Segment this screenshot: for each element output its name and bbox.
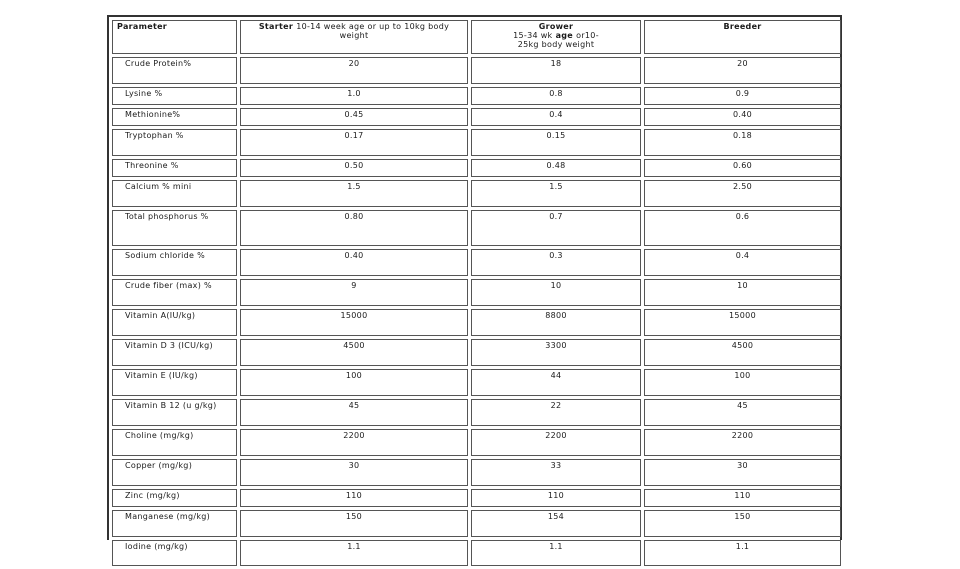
grower-value-cell: 10 [471, 279, 641, 306]
parameter-cell: Calcium % mini [112, 180, 237, 207]
starter-value-cell: 9 [240, 279, 468, 306]
breeder-value-cell: 10 [644, 279, 841, 306]
breeder-value-cell: 45 [644, 399, 841, 426]
starter-value-cell: 0.80 [240, 210, 468, 246]
grower-value-cell: 0.8 [471, 87, 641, 105]
starter-value-cell: 30 [240, 459, 468, 486]
table-row [112, 249, 841, 276]
header-starter-title: Starter [258, 22, 294, 31]
table-row [112, 459, 841, 486]
starter-value-cell: 0.17 [240, 129, 468, 156]
parameter-cell: Copper (mg/kg) [112, 459, 237, 486]
grower-value-cell: 22 [471, 399, 641, 426]
nutrient-requirements-table-frame [107, 15, 842, 551]
parameter-cell: Zinc (mg/kg) [112, 489, 237, 507]
table-row [112, 159, 841, 177]
parameter-cell: Vitamin D 3 (ICU/kg) [112, 339, 237, 366]
header-grower-weight: 25kg body weight [517, 40, 595, 49]
parameter-cell: Threonine % [112, 159, 237, 177]
grower-value-cell: 0.7 [471, 210, 641, 246]
table-row [112, 108, 841, 126]
grower-value-cell: 3300 [471, 339, 641, 366]
grower-value-cell: 18 [471, 57, 641, 84]
grower-value-cell: 0.3 [471, 249, 641, 276]
starter-value-cell: 110 [240, 489, 468, 507]
breeder-value-cell: 30 [644, 459, 841, 486]
grower-value-cell: 8800 [471, 309, 641, 336]
breeder-value-cell: 0.4 [644, 249, 841, 276]
grower-value-cell: 0.48 [471, 159, 641, 177]
parameter-cell: Vitamin B 12 (u g/kg) [112, 399, 237, 426]
starter-value-cell: 20 [240, 57, 468, 84]
breeder-value-cell: 2.50 [644, 180, 841, 207]
parameter-cell: Methionine% [112, 108, 237, 126]
header-grower [471, 20, 641, 54]
parameter-cell: Choline (mg/kg) [112, 429, 237, 456]
breeder-value-cell: 15000 [644, 309, 841, 336]
parameter-cell: Total phosphorus % [112, 210, 237, 246]
table-row [112, 87, 841, 105]
grower-value-cell: 1.1 [471, 540, 641, 566]
breeder-value-cell: 0.6 [644, 210, 841, 246]
table-row [112, 129, 841, 156]
breeder-value-cell: 20 [644, 57, 841, 84]
parameter-cell: Iodine (mg/kg) [112, 540, 237, 566]
starter-value-cell: 4500 [240, 339, 468, 366]
table-row [112, 339, 841, 366]
grower-value-cell: 154 [471, 510, 641, 537]
starter-value-cell: 1.1 [240, 540, 468, 566]
parameter-cell: Crude Protein% [112, 57, 237, 84]
starter-value-cell: 0.40 [240, 249, 468, 276]
parameter-cell: Sodium chloride % [112, 249, 237, 276]
grower-value-cell: 1.5 [471, 180, 641, 207]
table-body [112, 57, 841, 566]
parameter-cell: Crude fiber (max) % [112, 279, 237, 306]
starter-value-cell: 15000 [240, 309, 468, 336]
header-grower-title: Grower [538, 22, 574, 31]
breeder-value-cell: 0.40 [644, 108, 841, 126]
breeder-value-cell: 0.18 [644, 129, 841, 156]
starter-value-cell: 2200 [240, 429, 468, 456]
starter-value-cell: 100 [240, 369, 468, 396]
breeder-value-cell: 110 [644, 489, 841, 507]
breeder-value-cell: 2200 [644, 429, 841, 456]
breeder-value-cell: 150 [644, 510, 841, 537]
starter-value-cell: 0.45 [240, 108, 468, 126]
breeder-value-cell: 100 [644, 369, 841, 396]
table-row [112, 309, 841, 336]
table-row [112, 399, 841, 426]
parameter-cell: Manganese (mg/kg) [112, 510, 237, 537]
nutrient-requirements-table [109, 17, 844, 569]
breeder-value-cell: 4500 [644, 339, 841, 366]
starter-value-cell: 45 [240, 399, 468, 426]
parameter-cell: Vitamin E (IU/kg) [112, 369, 237, 396]
grower-value-cell: 110 [471, 489, 641, 507]
table-row [112, 540, 841, 566]
table-row [112, 279, 841, 306]
table-row [112, 510, 841, 537]
table-row [112, 489, 841, 507]
table-row [112, 210, 841, 246]
grower-value-cell: 0.15 [471, 129, 641, 156]
starter-value-cell: 0.50 [240, 159, 468, 177]
grower-value-cell: 33 [471, 459, 641, 486]
breeder-value-cell: 0.60 [644, 159, 841, 177]
parameter-cell: Lysine % [112, 87, 237, 105]
header-starter [240, 20, 468, 54]
header-parameter: Parameter [112, 20, 237, 54]
breeder-value-cell: 0.9 [644, 87, 841, 105]
starter-value-cell: 1.5 [240, 180, 468, 207]
table-row [112, 429, 841, 456]
header-grower-age-end: or10- [576, 31, 599, 40]
breeder-value-cell: 1.1 [644, 540, 841, 566]
table-row [112, 57, 841, 84]
starter-value-cell: 150 [240, 510, 468, 537]
parameter-cell: Tryptophan % [112, 129, 237, 156]
table-row [112, 180, 841, 207]
grower-value-cell: 0.4 [471, 108, 641, 126]
header-breeder: Breeder [644, 20, 841, 54]
header-grower-age-bold: age [555, 31, 574, 40]
table-header-row [112, 20, 841, 54]
header-starter-subtitle: 10-14 week age or up to 10kg body weight [296, 22, 450, 40]
table-row [112, 369, 841, 396]
grower-value-cell: 44 [471, 369, 641, 396]
starter-value-cell: 1.0 [240, 87, 468, 105]
header-grower-age-start: 15-34 wk [513, 31, 553, 40]
parameter-cell: Vitamin A(IU/kg) [112, 309, 237, 336]
grower-value-cell: 2200 [471, 429, 641, 456]
